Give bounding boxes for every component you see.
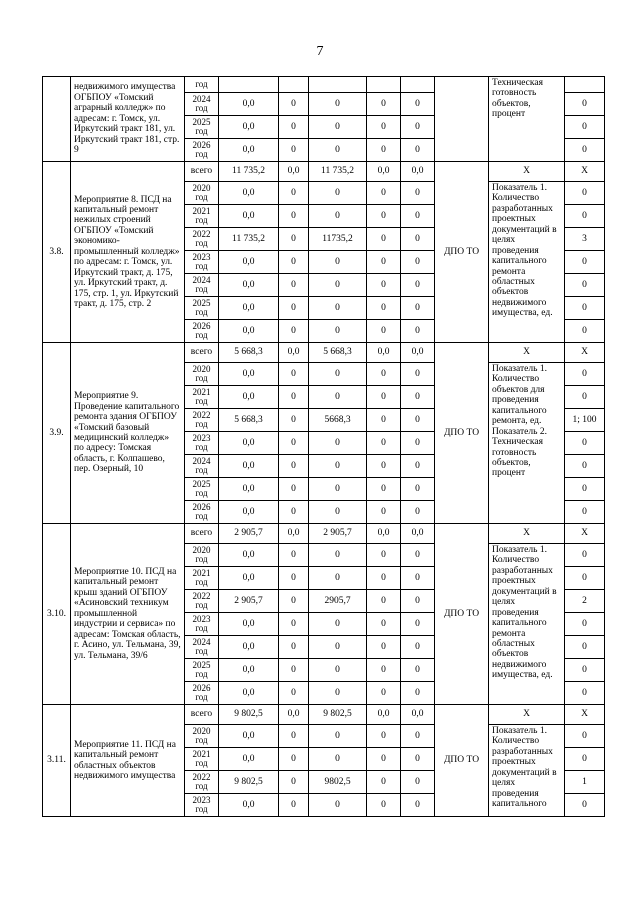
sum-local: 0 bbox=[367, 274, 401, 297]
sum-federal: 0 bbox=[279, 320, 309, 343]
year-cell: 2023 год bbox=[185, 613, 219, 636]
indicator-value: 0 bbox=[565, 116, 605, 139]
indicator-value: 1 bbox=[565, 771, 605, 794]
year-cell: 2025 год bbox=[185, 297, 219, 320]
sum-extra: 0 bbox=[401, 228, 435, 251]
indicator-value: 0 bbox=[565, 636, 605, 659]
indicator-x: Х bbox=[489, 705, 565, 725]
sum-regional: 0 bbox=[309, 478, 367, 501]
sum-regional: 0 bbox=[309, 363, 367, 386]
page-number: 7 bbox=[316, 44, 324, 59]
sum-regional bbox=[309, 77, 367, 93]
indicator-value: 0 bbox=[565, 386, 605, 409]
sum-local: 0,0 bbox=[367, 524, 401, 544]
item-name: Мероприятие 9. Проведение капитального ремонта здания ОГБПОУ «Томский базовый медицинский колледж» по адресу: Томская область, г. Колпашево, пер. Озерный, 10 bbox=[71, 343, 185, 524]
executor: ДПО ТО bbox=[435, 343, 489, 524]
year-cell: 2022 год bbox=[185, 409, 219, 432]
indicator-value-x: Х bbox=[565, 524, 605, 544]
sum-regional: 2 905,7 bbox=[309, 524, 367, 544]
sum-federal: 0,0 bbox=[279, 343, 309, 363]
indicator-value: 0 bbox=[565, 682, 605, 705]
sum-extra: 0 bbox=[401, 659, 435, 682]
item-name: Мероприятие 11. ПСД на капитальный ремонт областных объектов недвижимого имущества bbox=[71, 705, 185, 817]
table-row bbox=[43, 705, 605, 725]
sum-total: 11 735,2 bbox=[219, 162, 279, 182]
sum-regional: 0 bbox=[309, 725, 367, 748]
sum-extra: 0,0 bbox=[401, 524, 435, 544]
sum-extra: 0 bbox=[401, 455, 435, 478]
indicator-text: Показатель 1. Количество разработанных проектных документаций в целях проведения капитального ремонта областных объектов недвижимого имущества, ед. bbox=[489, 182, 565, 343]
indicator-value: 0 bbox=[565, 320, 605, 343]
sum-extra: 0,0 bbox=[401, 343, 435, 363]
sum-federal: 0 bbox=[279, 682, 309, 705]
sum-total: 0,0 bbox=[219, 363, 279, 386]
sum-federal: 0 bbox=[279, 590, 309, 613]
indicator-value: 0 bbox=[565, 501, 605, 524]
year-cell: 2026 год bbox=[185, 501, 219, 524]
sum-local: 0 bbox=[367, 478, 401, 501]
sum-regional: 11735,2 bbox=[309, 228, 367, 251]
indicator-value: 2 bbox=[565, 590, 605, 613]
sum-regional: 0 bbox=[309, 682, 367, 705]
year-cell: 2020 год bbox=[185, 182, 219, 205]
sum-federal: 0 bbox=[279, 613, 309, 636]
year-cell: 2024 год bbox=[185, 455, 219, 478]
sum-extra: 0 bbox=[401, 590, 435, 613]
sum-local bbox=[367, 77, 401, 93]
total-label: всего bbox=[185, 705, 219, 725]
sum-federal: 0 bbox=[279, 363, 309, 386]
sum-local: 0 bbox=[367, 794, 401, 817]
sum-total: 0,0 bbox=[219, 636, 279, 659]
indicator-x: Х bbox=[489, 343, 565, 363]
sum-total: 11 735,2 bbox=[219, 228, 279, 251]
sum-federal: 0 bbox=[279, 567, 309, 590]
program-table bbox=[42, 76, 605, 817]
sum-extra: 0 bbox=[401, 794, 435, 817]
year-cell: 2020 год bbox=[185, 725, 219, 748]
sum-local: 0 bbox=[367, 182, 401, 205]
sum-local: 0 bbox=[367, 771, 401, 794]
sum-federal bbox=[279, 77, 309, 93]
table-row bbox=[43, 343, 605, 363]
sum-regional: 2905,7 bbox=[309, 590, 367, 613]
sum-regional: 0 bbox=[309, 432, 367, 455]
sum-local: 0 bbox=[367, 93, 401, 116]
sum-extra: 0 bbox=[401, 363, 435, 386]
sum-extra: 0 bbox=[401, 297, 435, 320]
sum-extra: 0 bbox=[401, 682, 435, 705]
sum-regional: 0 bbox=[309, 613, 367, 636]
indicator-value: 0 bbox=[565, 659, 605, 682]
sum-regional: 9802,5 bbox=[309, 771, 367, 794]
sum-extra: 0 bbox=[401, 205, 435, 228]
sum-federal: 0 bbox=[279, 455, 309, 478]
sum-extra: 0,0 bbox=[401, 162, 435, 182]
indicator-text: Показатель 1. Количество объектов для проведения капитального ремонта, ед. Показатель 2. Техническая готовность объектов, процент bbox=[489, 363, 565, 524]
executor: ДПО ТО bbox=[435, 705, 489, 817]
sum-total: 2 905,7 bbox=[219, 590, 279, 613]
sum-federal: 0 bbox=[279, 544, 309, 567]
year-cell: 2022 год bbox=[185, 590, 219, 613]
sum-extra: 0 bbox=[401, 748, 435, 771]
indicator-value: 0 bbox=[565, 205, 605, 228]
sum-total: 0,0 bbox=[219, 297, 279, 320]
year-cell: 2022 год bbox=[185, 771, 219, 794]
sum-extra: 0 bbox=[401, 409, 435, 432]
sum-federal: 0,0 bbox=[279, 524, 309, 544]
year-cell: 2021 год bbox=[185, 205, 219, 228]
sum-extra: 0 bbox=[401, 182, 435, 205]
year-cell: 2026 год bbox=[185, 320, 219, 343]
sum-total: 5 668,3 bbox=[219, 343, 279, 363]
indicator-value: 0 bbox=[565, 274, 605, 297]
indicator-value: 1; 100 bbox=[565, 409, 605, 432]
sum-federal: 0 bbox=[279, 116, 309, 139]
sum-total: 0,0 bbox=[219, 182, 279, 205]
sum-regional: 0 bbox=[309, 93, 367, 116]
sum-local: 0,0 bbox=[367, 162, 401, 182]
sum-extra: 0 bbox=[401, 725, 435, 748]
year-cell: 2024 год bbox=[185, 93, 219, 116]
indicator-value bbox=[565, 77, 605, 93]
sum-extra: 0 bbox=[401, 613, 435, 636]
year-cell: 2025 год bbox=[185, 116, 219, 139]
item-number: 3.11. bbox=[43, 705, 71, 817]
sum-regional: 5 668,3 bbox=[309, 343, 367, 363]
sum-federal: 0 bbox=[279, 139, 309, 162]
sum-local: 0 bbox=[367, 320, 401, 343]
indicator-value: 0 bbox=[565, 93, 605, 116]
indicator-text: Показатель 1. Количество разработанных проектных документаций в целях проведения капитального bbox=[489, 725, 565, 817]
sum-local: 0 bbox=[367, 501, 401, 524]
indicator-value: 0 bbox=[565, 297, 605, 320]
sum-total: 9 802,5 bbox=[219, 771, 279, 794]
sum-total: 0,0 bbox=[219, 725, 279, 748]
executor: ДПО ТО bbox=[435, 162, 489, 343]
total-label: всего bbox=[185, 162, 219, 182]
sum-regional: 0 bbox=[309, 794, 367, 817]
table-row bbox=[43, 77, 605, 93]
sum-local: 0 bbox=[367, 659, 401, 682]
sum-local: 0 bbox=[367, 544, 401, 567]
sum-total: 0,0 bbox=[219, 139, 279, 162]
sum-extra: 0 bbox=[401, 93, 435, 116]
item-name: Мероприятие 8. ПСД на капитальный ремонт нежилых строений ОГБПОУ «Томский экономико-промышленный колледж» по адресам: г. Томск, ул. Иркутский тракт, д. 175, ул. Иркутский тракт, д. 175, стр. 1, ул. Иркутский тракт, д. 175, стр. 2 bbox=[71, 162, 185, 343]
sum-local: 0 bbox=[367, 251, 401, 274]
indicator-value: 0 bbox=[565, 613, 605, 636]
sum-total: 0,0 bbox=[219, 274, 279, 297]
year-cell: 2021 год bbox=[185, 748, 219, 771]
sum-local: 0 bbox=[367, 228, 401, 251]
year-cell: 2026 год bbox=[185, 139, 219, 162]
indicator-value: 0 bbox=[565, 251, 605, 274]
sum-federal: 0 bbox=[279, 205, 309, 228]
sum-total: 0,0 bbox=[219, 205, 279, 228]
year-cell: 2022 год bbox=[185, 228, 219, 251]
item-number bbox=[43, 77, 71, 162]
executor: ДПО ТО bbox=[435, 524, 489, 705]
sum-federal: 0 bbox=[279, 478, 309, 501]
sum-local: 0 bbox=[367, 613, 401, 636]
sum-federal: 0 bbox=[279, 182, 309, 205]
sum-extra: 0 bbox=[401, 771, 435, 794]
year-cell: 2023 год bbox=[185, 432, 219, 455]
sum-federal: 0 bbox=[279, 725, 309, 748]
indicator-value: 0 bbox=[565, 567, 605, 590]
sum-federal: 0 bbox=[279, 297, 309, 320]
sum-local: 0 bbox=[367, 116, 401, 139]
sum-regional: 5668,3 bbox=[309, 409, 367, 432]
sum-local: 0 bbox=[367, 386, 401, 409]
sum-total: 0,0 bbox=[219, 432, 279, 455]
item-number: 3.9. bbox=[43, 343, 71, 524]
sum-local: 0,0 bbox=[367, 705, 401, 725]
sum-local: 0 bbox=[367, 748, 401, 771]
sum-total: 0,0 bbox=[219, 659, 279, 682]
sum-total bbox=[219, 77, 279, 93]
year-cell: 2020 год bbox=[185, 363, 219, 386]
sum-total: 0,0 bbox=[219, 251, 279, 274]
sum-local: 0 bbox=[367, 725, 401, 748]
sum-extra: 0 bbox=[401, 432, 435, 455]
sum-federal: 0 bbox=[279, 501, 309, 524]
sum-extra: 0 bbox=[401, 116, 435, 139]
sum-federal: 0 bbox=[279, 432, 309, 455]
total-label: всего bbox=[185, 524, 219, 544]
sum-extra: 0 bbox=[401, 386, 435, 409]
sum-total: 0,0 bbox=[219, 320, 279, 343]
sum-local: 0 bbox=[367, 205, 401, 228]
sum-extra: 0 bbox=[401, 274, 435, 297]
year-cell: 2026 год bbox=[185, 682, 219, 705]
item-number: 3.10. bbox=[43, 524, 71, 705]
sum-extra: 0 bbox=[401, 636, 435, 659]
sum-regional: 0 bbox=[309, 139, 367, 162]
sum-extra: 0,0 bbox=[401, 705, 435, 725]
indicator-value: 0 bbox=[565, 544, 605, 567]
sum-extra: 0 bbox=[401, 567, 435, 590]
sum-regional: 0 bbox=[309, 116, 367, 139]
year-cell: 2021 год bbox=[185, 386, 219, 409]
year-cell: 2023 год bbox=[185, 794, 219, 817]
sum-federal: 0 bbox=[279, 748, 309, 771]
year-cell: 2024 год bbox=[185, 636, 219, 659]
indicator-value-x: Х bbox=[565, 705, 605, 725]
sum-federal: 0 bbox=[279, 409, 309, 432]
indicator-x: Х bbox=[489, 524, 565, 544]
sum-regional: 0 bbox=[309, 386, 367, 409]
indicator-text: Техническая готовность объектов, процент bbox=[489, 77, 565, 162]
sum-regional: 0 bbox=[309, 455, 367, 478]
sum-local: 0 bbox=[367, 590, 401, 613]
sum-extra bbox=[401, 77, 435, 93]
indicator-value: 0 bbox=[565, 182, 605, 205]
sum-federal: 0 bbox=[279, 93, 309, 116]
sum-regional: 0 bbox=[309, 274, 367, 297]
sum-regional: 0 bbox=[309, 748, 367, 771]
indicator-value: 0 bbox=[565, 725, 605, 748]
sum-regional: 0 bbox=[309, 567, 367, 590]
indicator-text: Показатель 1. Количество разработанных проектных документаций в целях проведения капитального ремонта областных объектов недвижимого имущества, ед. bbox=[489, 544, 565, 705]
sum-total: 9 802,5 bbox=[219, 705, 279, 725]
year-cell: 2025 год bbox=[185, 659, 219, 682]
total-label: всего bbox=[185, 343, 219, 363]
sum-regional: 0 bbox=[309, 320, 367, 343]
indicator-x: Х bbox=[489, 162, 565, 182]
sum-federal: 0 bbox=[279, 386, 309, 409]
sum-total: 0,0 bbox=[219, 748, 279, 771]
sum-local: 0 bbox=[367, 432, 401, 455]
sum-total: 5 668,3 bbox=[219, 409, 279, 432]
sum-total: 0,0 bbox=[219, 794, 279, 817]
sum-regional: 0 bbox=[309, 205, 367, 228]
sum-federal: 0,0 bbox=[279, 705, 309, 725]
sum-total: 0,0 bbox=[219, 93, 279, 116]
sum-total: 0,0 bbox=[219, 567, 279, 590]
indicator-value: 0 bbox=[565, 478, 605, 501]
sum-local: 0 bbox=[367, 409, 401, 432]
sum-local: 0 bbox=[367, 139, 401, 162]
indicator-value: 0 bbox=[565, 455, 605, 478]
sum-total: 0,0 bbox=[219, 455, 279, 478]
sum-local: 0 bbox=[367, 363, 401, 386]
item-name: Мероприятие 10. ПСД на капитальный ремонт крыш зданий ОГБПОУ «Асиновский техникум промышленной индустрии и сервиса» по адресам: Томская область, г. Асино, ул. Тельмана, 39, ул. Тельмана, 39/6 bbox=[71, 524, 185, 705]
sum-extra: 0 bbox=[401, 544, 435, 567]
indicator-value-x: Х bbox=[565, 343, 605, 363]
indicator-value: 0 bbox=[565, 432, 605, 455]
sum-total: 0,0 bbox=[219, 116, 279, 139]
sum-total: 0,0 bbox=[219, 613, 279, 636]
sum-total: 0,0 bbox=[219, 682, 279, 705]
sum-total: 0,0 bbox=[219, 386, 279, 409]
sum-regional: 0 bbox=[309, 501, 367, 524]
sum-total: 2 905,7 bbox=[219, 524, 279, 544]
sum-regional: 9 802,5 bbox=[309, 705, 367, 725]
sum-regional: 0 bbox=[309, 659, 367, 682]
table-row bbox=[43, 524, 605, 544]
sum-extra: 0 bbox=[401, 501, 435, 524]
indicator-value: 0 bbox=[565, 748, 605, 771]
year-cell: 2025 год bbox=[185, 478, 219, 501]
executor bbox=[435, 77, 489, 162]
sum-regional: 11 735,2 bbox=[309, 162, 367, 182]
sum-federal: 0 bbox=[279, 636, 309, 659]
sum-federal: 0 bbox=[279, 771, 309, 794]
year-cell: 2024 год bbox=[185, 274, 219, 297]
table-row bbox=[43, 162, 605, 182]
sum-local: 0 bbox=[367, 567, 401, 590]
indicator-value: 0 bbox=[565, 794, 605, 817]
sum-extra: 0 bbox=[401, 251, 435, 274]
year-cell: 2021 год bbox=[185, 567, 219, 590]
sum-federal: 0 bbox=[279, 794, 309, 817]
sum-federal: 0 bbox=[279, 659, 309, 682]
item-number: 3.8. bbox=[43, 162, 71, 343]
sum-federal: 0 bbox=[279, 228, 309, 251]
sum-extra: 0 bbox=[401, 139, 435, 162]
indicator-value: 0 bbox=[565, 139, 605, 162]
sum-total: 0,0 bbox=[219, 478, 279, 501]
sum-local: 0 bbox=[367, 297, 401, 320]
sum-local: 0 bbox=[367, 636, 401, 659]
indicator-value-x: Х bbox=[565, 162, 605, 182]
sum-local: 0 bbox=[367, 682, 401, 705]
sum-regional: 0 bbox=[309, 297, 367, 320]
sum-total: 0,0 bbox=[219, 544, 279, 567]
sum-federal: 0 bbox=[279, 251, 309, 274]
sum-federal: 0,0 bbox=[279, 162, 309, 182]
year-cell: 2020 год bbox=[185, 544, 219, 567]
sum-regional: 0 bbox=[309, 544, 367, 567]
year-cell: 2023 год bbox=[185, 251, 219, 274]
item-name: недвижимого имущества ОГБПОУ «Томский аграрный колледж» по адресам: г. Томск, ул. Иркутский тракт 181, ул. Иркутский тракт 181, стр. 9 bbox=[71, 77, 185, 162]
indicator-value: 0 bbox=[565, 363, 605, 386]
sum-local: 0 bbox=[367, 455, 401, 478]
sum-extra: 0 bbox=[401, 320, 435, 343]
sum-federal: 0 bbox=[279, 274, 309, 297]
sum-total: 0,0 bbox=[219, 501, 279, 524]
sum-regional: 0 bbox=[309, 636, 367, 659]
sum-local: 0,0 bbox=[367, 343, 401, 363]
indicator-value: 3 bbox=[565, 228, 605, 251]
sum-regional: 0 bbox=[309, 182, 367, 205]
sum-extra: 0 bbox=[401, 478, 435, 501]
year-cell: год bbox=[185, 77, 219, 93]
sum-regional: 0 bbox=[309, 251, 367, 274]
